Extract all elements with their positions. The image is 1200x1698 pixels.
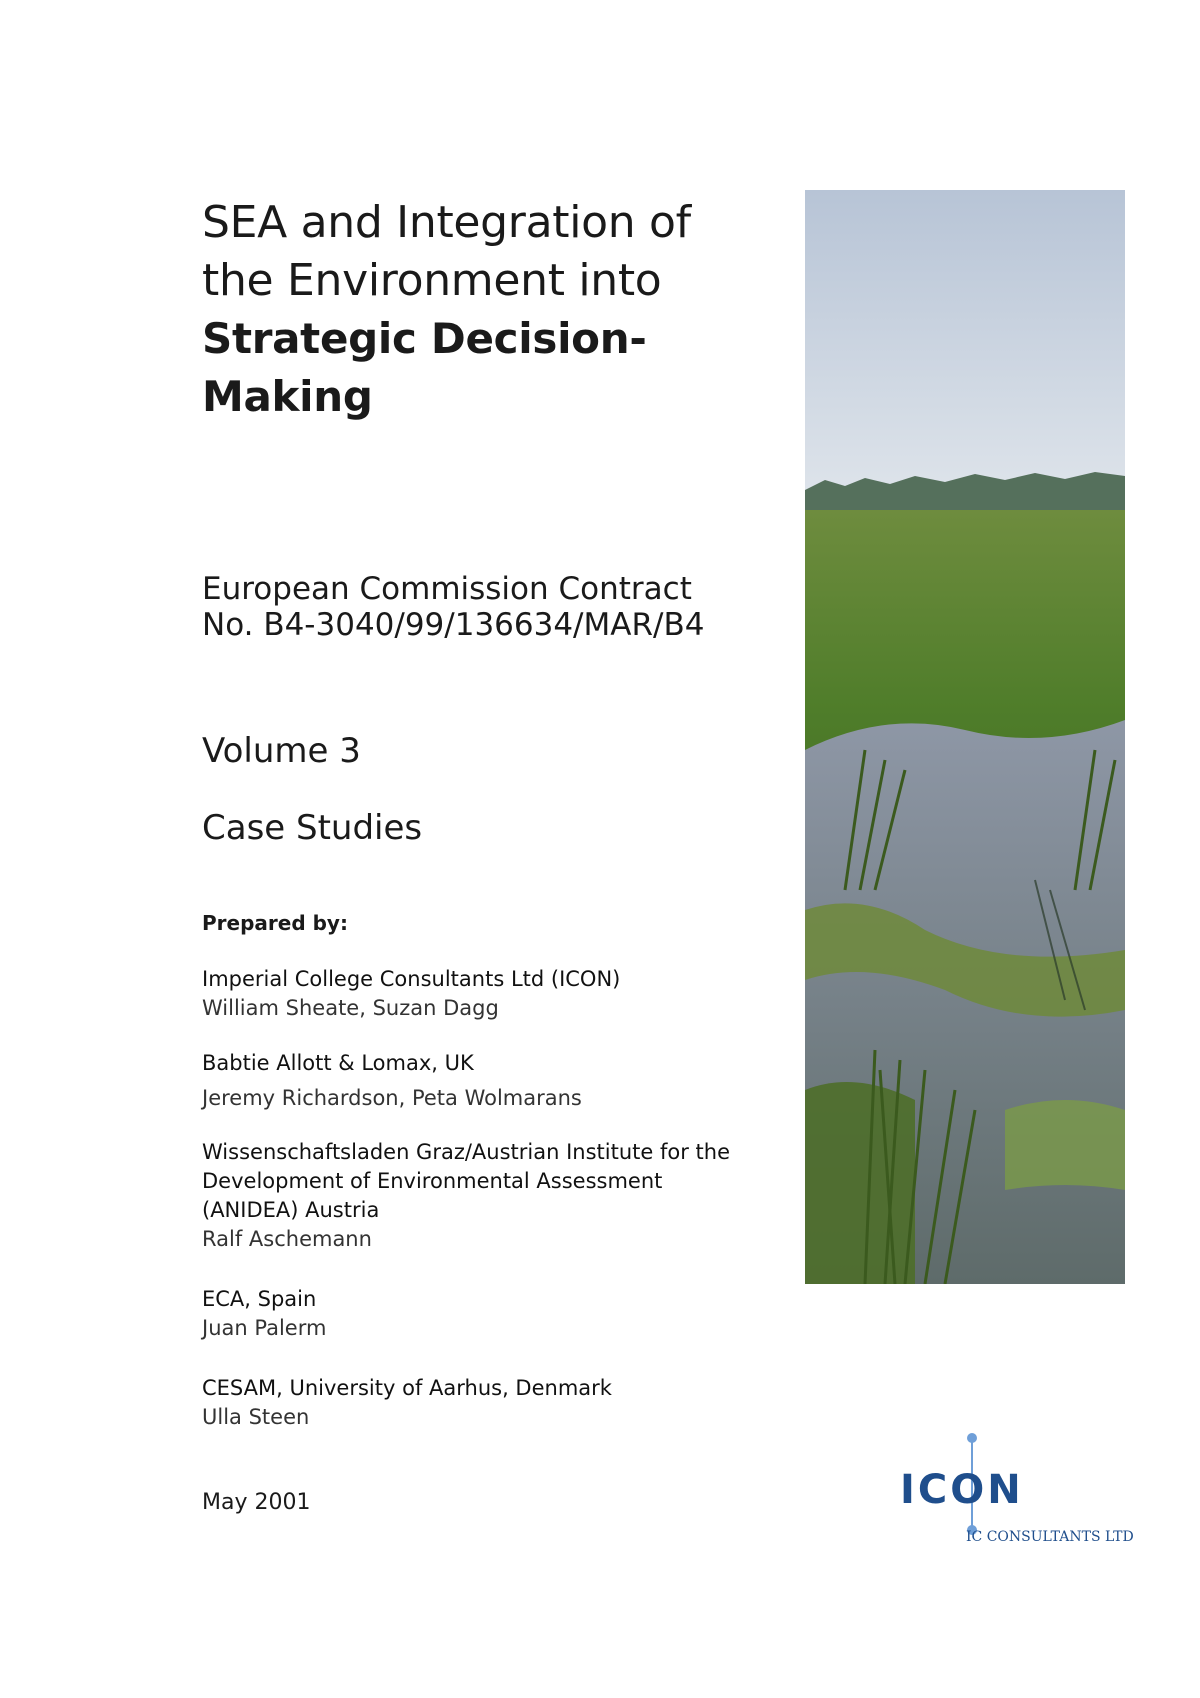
organization-entry [202, 965, 620, 1023]
organization-people: Juan Palerm [202, 1316, 327, 1340]
icon-logo [900, 1430, 1140, 1550]
document-title [202, 194, 722, 426]
contract-info [202, 571, 704, 643]
contract-line-1: European Commission Contract [202, 571, 692, 607]
logo-wordmark: ICON [900, 1467, 1024, 1513]
organization-entry [202, 1138, 730, 1254]
organization-entry [202, 1049, 582, 1113]
organization-entry [202, 1374, 612, 1432]
organization-name: Babtie Allott & Lomax, UK [202, 1051, 474, 1075]
title-line-3: Strategic Decision- [202, 314, 647, 363]
prepared-by-heading: Prepared by: [202, 911, 348, 935]
organization-name-line-3: (ANIDEA) Austria [202, 1198, 380, 1222]
organization-entry [202, 1285, 326, 1343]
icon-logo-graphic [900, 1430, 1140, 1550]
wetland-photo [805, 190, 1125, 1284]
organization-name-line-2: Development of Environmental Assessment [202, 1169, 663, 1193]
logo-tagline: IC CONSULTANTS LTD [966, 1529, 1134, 1545]
organization-people: Jeremy Richardson, Peta Wolmarans [202, 1086, 582, 1110]
organization-name: Wissenschaftsladen Graz/Austrian Institute for the [202, 1140, 730, 1164]
organization-name: CESAM, University of Aarhus, Denmark [202, 1376, 612, 1400]
title-line-2: the Environment into [202, 255, 662, 306]
wetland-photo-illustration [805, 190, 1125, 1284]
organization-name: ECA, Spain [202, 1287, 317, 1311]
title-line-4: Making [202, 372, 373, 421]
contract-number: No. B4-3040/99/136634/MAR/B4 [202, 607, 705, 643]
logo-dot-top [967, 1433, 977, 1443]
title-line-1: SEA and Integration of [202, 197, 691, 248]
organization-name: Imperial College Consultants Ltd (ICON) [202, 967, 621, 991]
volume-label: Volume 3 [202, 731, 361, 771]
organization-people: William Sheate, Suzan Dagg [202, 996, 499, 1020]
publication-date: May 2001 [202, 1490, 311, 1515]
organization-people: Ulla Steen [202, 1405, 310, 1429]
organization-people: Ralf Aschemann [202, 1227, 372, 1251]
subtitle: Case Studies [202, 808, 423, 848]
